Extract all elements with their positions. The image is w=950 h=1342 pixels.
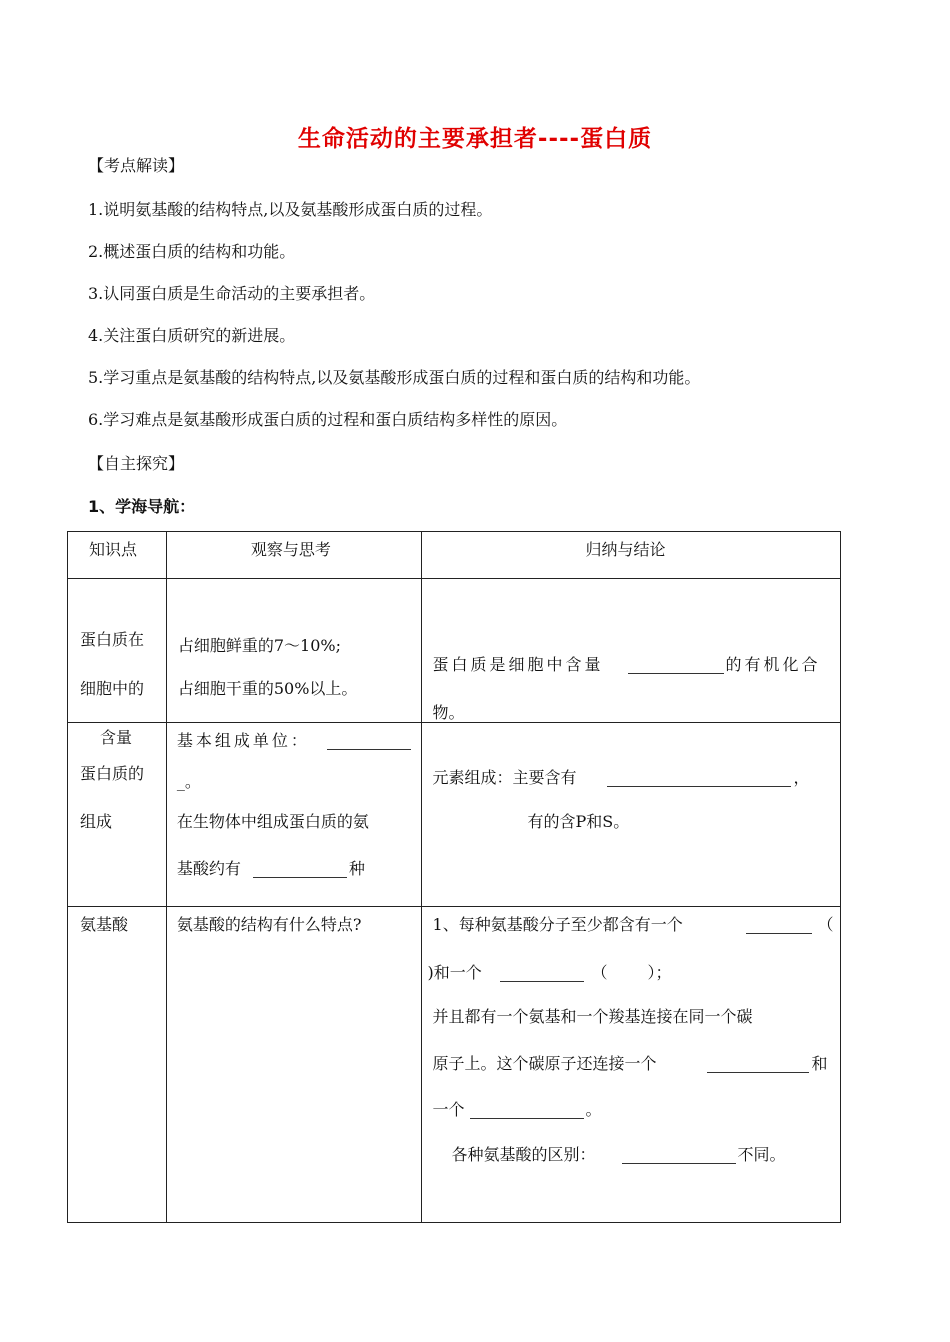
- row3-obs: 氨基酸的结构有什么特点?: [176, 915, 362, 934]
- header-observation: 观察与思考: [250, 540, 331, 559]
- table-header-row: [68, 532, 841, 579]
- row3-line4-text: 原子上。这个碳原子还连接一个: [432, 1054, 657, 1073]
- row1-obs-line1: 占细胞鲜重的7～10%;: [177, 636, 341, 655]
- row3-blank-2[interactable]: [500, 965, 584, 982]
- row3-line1-paren: （: [817, 915, 834, 934]
- row3-line5-text: 一个: [432, 1100, 465, 1119]
- row3-line2-paren-close: ）；: [647, 963, 672, 982]
- key-point-6: 6.学习难点是氨基酸形成蛋白质的过程和蛋白质结构多样性的原因。: [88, 410, 568, 429]
- table-row: [68, 579, 841, 723]
- section-header-self-study: 【自主探究】: [88, 454, 185, 473]
- row3-blank-5[interactable]: [622, 1147, 736, 1164]
- row2-concl-text-c: 有的含P和S。: [527, 812, 630, 831]
- row2-topic-line2: 组成: [80, 812, 113, 831]
- section-header-key-points: 【考点解读】: [88, 156, 185, 175]
- row1-topic-line2: 细胞中的: [80, 679, 145, 698]
- row2-topic-line1: 蛋白质的: [80, 764, 145, 783]
- row2-obs-text-e: 种: [348, 859, 365, 878]
- key-point-2: 2.概述蛋白质的结构和功能。: [88, 242, 296, 261]
- row3-line4-and: 和: [811, 1054, 828, 1073]
- row3-line2-text: )和一个: [427, 963, 482, 982]
- key-point-1: 1.说明氨基酸的结构特点,以及氨基酸形成蛋白质的过程。: [88, 200, 493, 219]
- row3-line3-text: 并且都有一个氨基和一个羧基连接在同一个碳: [432, 1007, 753, 1026]
- row2-obs-text-d: 基酸约有: [176, 859, 241, 878]
- row3-topic: 氨基酸: [80, 915, 129, 934]
- row3-blank-4[interactable]: [470, 1102, 584, 1119]
- row2-obs-text-a: 基本组成单位：: [176, 731, 310, 750]
- key-point-4: 4.关注蛋白质研究的新进展。: [88, 326, 296, 345]
- row3-blank-3[interactable]: [707, 1056, 809, 1073]
- row3-line2-paren-open: （: [591, 963, 608, 982]
- row1-concl-text-c: 物。: [432, 703, 465, 722]
- row3-line6-text: 各种氨基酸的区别：: [451, 1145, 596, 1164]
- header-topic: 知识点: [89, 540, 138, 559]
- table-row: [68, 907, 841, 1223]
- row1-topic-line1: 蛋白质在: [80, 630, 145, 649]
- row3-blank-1[interactable]: [746, 917, 812, 934]
- row2-unit-blank[interactable]: [327, 733, 411, 750]
- row2-obs-text-c: 在生物体中组成蛋白质的氨: [176, 812, 369, 831]
- header-conclusion: 归纳与结论: [585, 540, 666, 559]
- subheader-navigation: 1、学海导航：: [88, 497, 196, 516]
- row2-count-blank[interactable]: [253, 861, 347, 878]
- row3-line5-end: 。: [585, 1100, 602, 1119]
- row1-topic-line3: 含量: [100, 728, 133, 747]
- row3-line1-text: 1、每种氨基酸分子至少都含有一个: [432, 915, 683, 934]
- study-table: [67, 531, 841, 1223]
- row2-element-blank[interactable]: [607, 770, 791, 787]
- key-point-5: 5.学习重点是氨基酸的结构特点,以及氨基酸形成蛋白质的过程和蛋白质的结构和功能。: [88, 368, 701, 387]
- key-point-3: 3.认同蛋白质是生命活动的主要承担者。: [88, 284, 376, 303]
- row1-concl-text-b: 的有机化合: [725, 655, 821, 674]
- row2-obs-text-b: _。: [176, 772, 201, 791]
- row1-obs-line2: 占细胞干重的50%以上。: [177, 679, 358, 698]
- row1-concl-text-a: 蛋白质是细胞中含量: [432, 655, 604, 674]
- document-title: 生命活动的主要承担者----蛋白质: [297, 126, 653, 152]
- row1-concl-blank[interactable]: [628, 657, 724, 674]
- row3-line6-end: 不同。: [737, 1145, 786, 1164]
- row2-concl-text-a: 元素组成：主要含有: [432, 768, 577, 787]
- row2-concl-text-b: ，: [793, 768, 810, 787]
- table-row: [68, 723, 841, 907]
